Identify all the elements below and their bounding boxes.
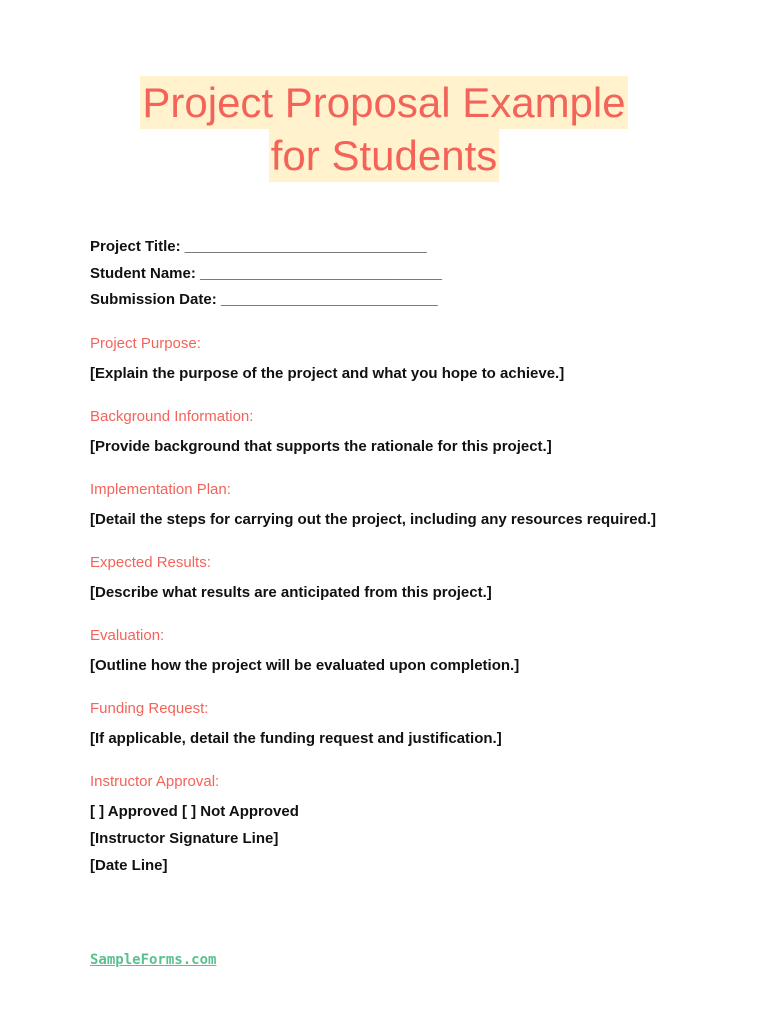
section-line: [Describe what results are anticipated from this project.]: [90, 583, 492, 601]
student-name-field: Student Name: _____________________________: [90, 264, 442, 282]
section-line: [Detail the steps for carrying out the project, including any resources required.]: [90, 510, 656, 528]
section-heading: Background Information:: [90, 407, 254, 425]
sampleforms-link[interactable]: SampleForms.com: [90, 952, 217, 968]
document-title: [0, 76, 768, 182]
section-implementation-plan: [90, 480, 730, 533]
section-text: [90, 798, 730, 879]
section-text: [90, 652, 730, 679]
section-project-purpose: [90, 334, 730, 387]
section-heading: Instructor Approval:: [90, 772, 220, 790]
section-instructor-approval: [90, 772, 730, 879]
section-text: [90, 506, 730, 533]
section-line: [Outline how the project will be evaluated upon completion.]: [90, 656, 520, 674]
submission-date-field: Submission Date: __________________________: [90, 291, 438, 308]
section-text: [90, 725, 730, 752]
section-text: [90, 433, 730, 460]
section-funding-request: [90, 699, 730, 752]
section-line: [If applicable, detail the funding request and justification.]: [90, 729, 502, 747]
section-line: [Explain the purpose of the project and what you hope to achieve.]: [90, 364, 565, 382]
section-heading: Expected Results:: [90, 553, 211, 571]
section-background-information: [90, 407, 730, 460]
section-text: [90, 579, 730, 606]
section-heading: Project Purpose:: [90, 334, 201, 352]
title-line-2: for Students: [269, 129, 499, 182]
section-expected-results: [90, 553, 730, 606]
section-heading: Funding Request:: [90, 699, 209, 717]
section-heading: Evaluation:: [90, 626, 165, 644]
section-evaluation: [90, 626, 730, 679]
signature-line: [Instructor Signature Line]: [90, 829, 279, 847]
title-line-1: Project Proposal Example: [140, 76, 627, 129]
section-text: [90, 360, 730, 387]
section-heading: Implementation Plan:: [90, 480, 231, 498]
date-line: [Date Line]: [90, 856, 168, 874]
document-body: [90, 234, 730, 879]
approval-checkboxes: [ ] Approved [ ] Not Approved: [90, 802, 299, 820]
section-line: [Provide background that supports the rationale for this project.]: [90, 437, 552, 455]
header-fields: [90, 234, 730, 314]
project-title-field: Project Title: _____________________________: [90, 238, 427, 255]
